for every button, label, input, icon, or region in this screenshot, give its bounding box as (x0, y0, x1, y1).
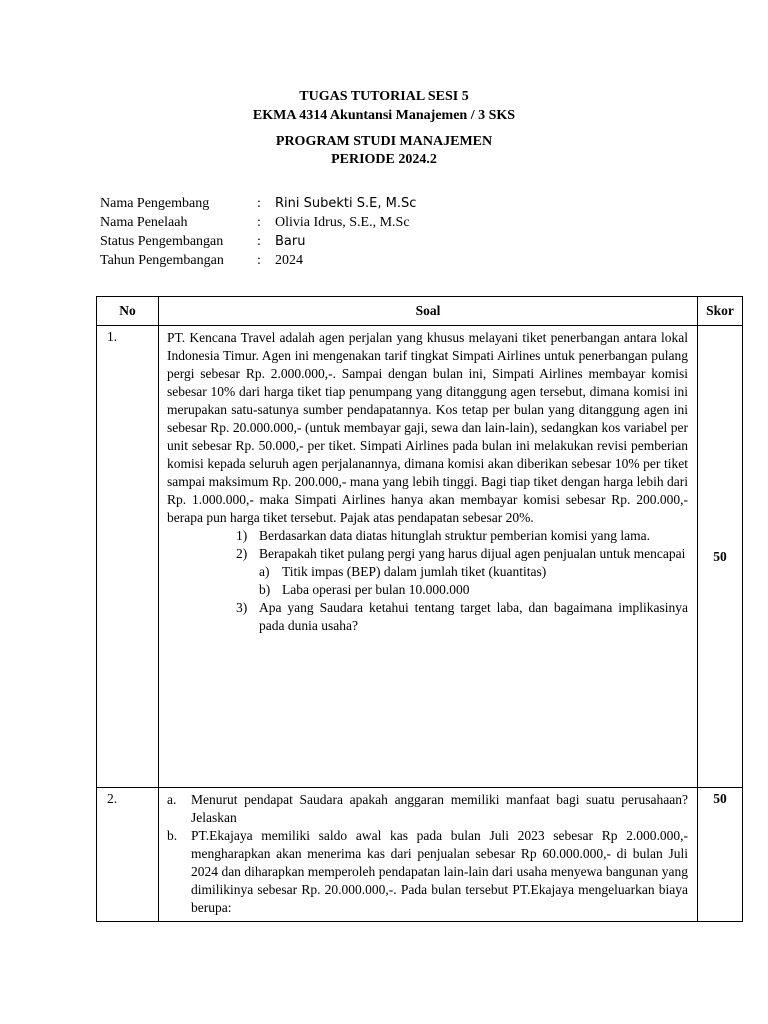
list-marker: b. (167, 828, 178, 843)
info-colon: : (257, 215, 261, 230)
question-score: 50 (698, 326, 743, 788)
list-text: PT.Ekajaya memiliki saldo awal kas pada bulan Juli 2023 sebesar Rp 2.000.000,- mengharapkan akan menerima kas dari penjualan sebesar Rp 60.000.000,- di bulan Juli 2024 dan diharapkan memperoleh pendapatan lain-lain dari usaha menyewa bangunan yang dimilikinya sebesar Rp. 20.000.000,-. Pada bulan tersebut PT.Ekajaya mengeluarkan biaya berupa: (191, 828, 688, 915)
list-item (167, 827, 688, 917)
header-course: EKMA 4314 Akuntansi Manajemen / 3 SKS (252, 108, 516, 123)
header-period: PERIODE 2024.2 (331, 152, 437, 167)
list-text: Menurut pendapat Saudara apakah anggaran memiliki manfaat bagi suatu perusahaan?Jelaskan (191, 792, 688, 825)
info-value: Rini Subekti S.E, M.Sc (275, 196, 417, 211)
info-label: Nama Penelaah (100, 215, 188, 230)
question-text (159, 788, 698, 922)
header-skor: Skor (698, 297, 743, 326)
list-item (167, 527, 688, 545)
list-text: Berapakah tiket pulang pergi yang harus dijual agen penjualan untuk mencapai (259, 546, 686, 561)
header-no: No (97, 297, 159, 326)
question-number: 1. (97, 326, 159, 788)
list-marker: a. (167, 792, 177, 807)
info-colon: : (257, 253, 261, 268)
info-colon: : (257, 234, 261, 249)
info-value: Olivia Idrus, S.E., M.Sc (275, 215, 410, 230)
list-text: Berdasarkan data diatas hitunglah struktur pemberian komisi yang lama. (259, 528, 651, 543)
list-marker: a) (259, 564, 270, 579)
list-item (167, 545, 688, 563)
info-colon: : (257, 196, 261, 211)
sub-list-item (167, 563, 688, 581)
header-program: PROGRAM STUDI MANAJEMEN (275, 134, 493, 149)
question-paragraph: PT. Kencana Travel adalah agen perjalan yang khusus melayani tiket penerbangan antara lokal Indonesia Timur. Agen ini mengenakan tarif tingkat Simpati Airlines untuk penerbangan pulang pergi sebesar Rp. 2.000.000,-. Sampai dengan bulan ini, Simpati Airlines membayar komisi sebesar 10% dari harga tiket tiap penumpang yang ditanggung agen tersebut, dimana komisi ini merupakan satu-satunya sumber pendapatannya. Kos tetap per bulan yang ditanggung agen ini sebesar Rp. 20.000.000,- (untuk membayar gaji, sewa dan lain-lain), sedangkan kos variabel per unit sebesar Rp. 50.000,- per tiket. Simpati Airlines pada bulan ini melakukan revisi pemberian komisi kepada seluruh agen perjalanannya, dimana komisi akan diberikan sebesar 10% per tiket sampai maksimum Rp. 200.000,- mana yang lebih tinggi. Bagi tiap tiket dengan harga lebih dari Rp. 1.000.000,- maka Simpati Airlines hanya akan membayar komisi sebesar Rp. 200.000,- berapa pun harga tiket tersebut. Pajak atas pendapatan sebesar 20%. (167, 330, 688, 525)
list-text: Apa yang Saudara ketahui tentang target laba, dan bagaimana implikasinya pada dunia usaha? (259, 600, 688, 633)
list-text: Titik impas (BEP) dalam jumlah tiket (kuantitas) (282, 564, 547, 579)
header-soal: Soal (159, 297, 698, 326)
table-row (97, 788, 743, 922)
table-header-row (97, 297, 743, 326)
list-item (167, 791, 688, 827)
list-marker: 2) (236, 546, 248, 561)
info-value: 2024 (275, 253, 303, 268)
list-marker: 3) (236, 600, 248, 615)
info-label: Nama Pengembang (100, 196, 210, 211)
info-value: Baru (275, 234, 306, 249)
table-row (97, 326, 743, 788)
question-score: 50 (698, 788, 743, 922)
info-label: Tahun Pengembangan (100, 253, 224, 268)
list-text: Laba operasi per bulan 10.000.000 (282, 582, 470, 597)
list-marker: 1) (236, 528, 248, 543)
info-label: Status Pengembangan (100, 234, 224, 249)
question-table (96, 296, 743, 922)
question-text (159, 326, 698, 788)
list-marker: b) (259, 582, 271, 597)
question-number: 2. (97, 788, 159, 922)
header-title: TUGAS TUTORIAL SESI 5 (299, 89, 469, 104)
sub-list-item (167, 581, 688, 599)
list-item (167, 599, 688, 635)
